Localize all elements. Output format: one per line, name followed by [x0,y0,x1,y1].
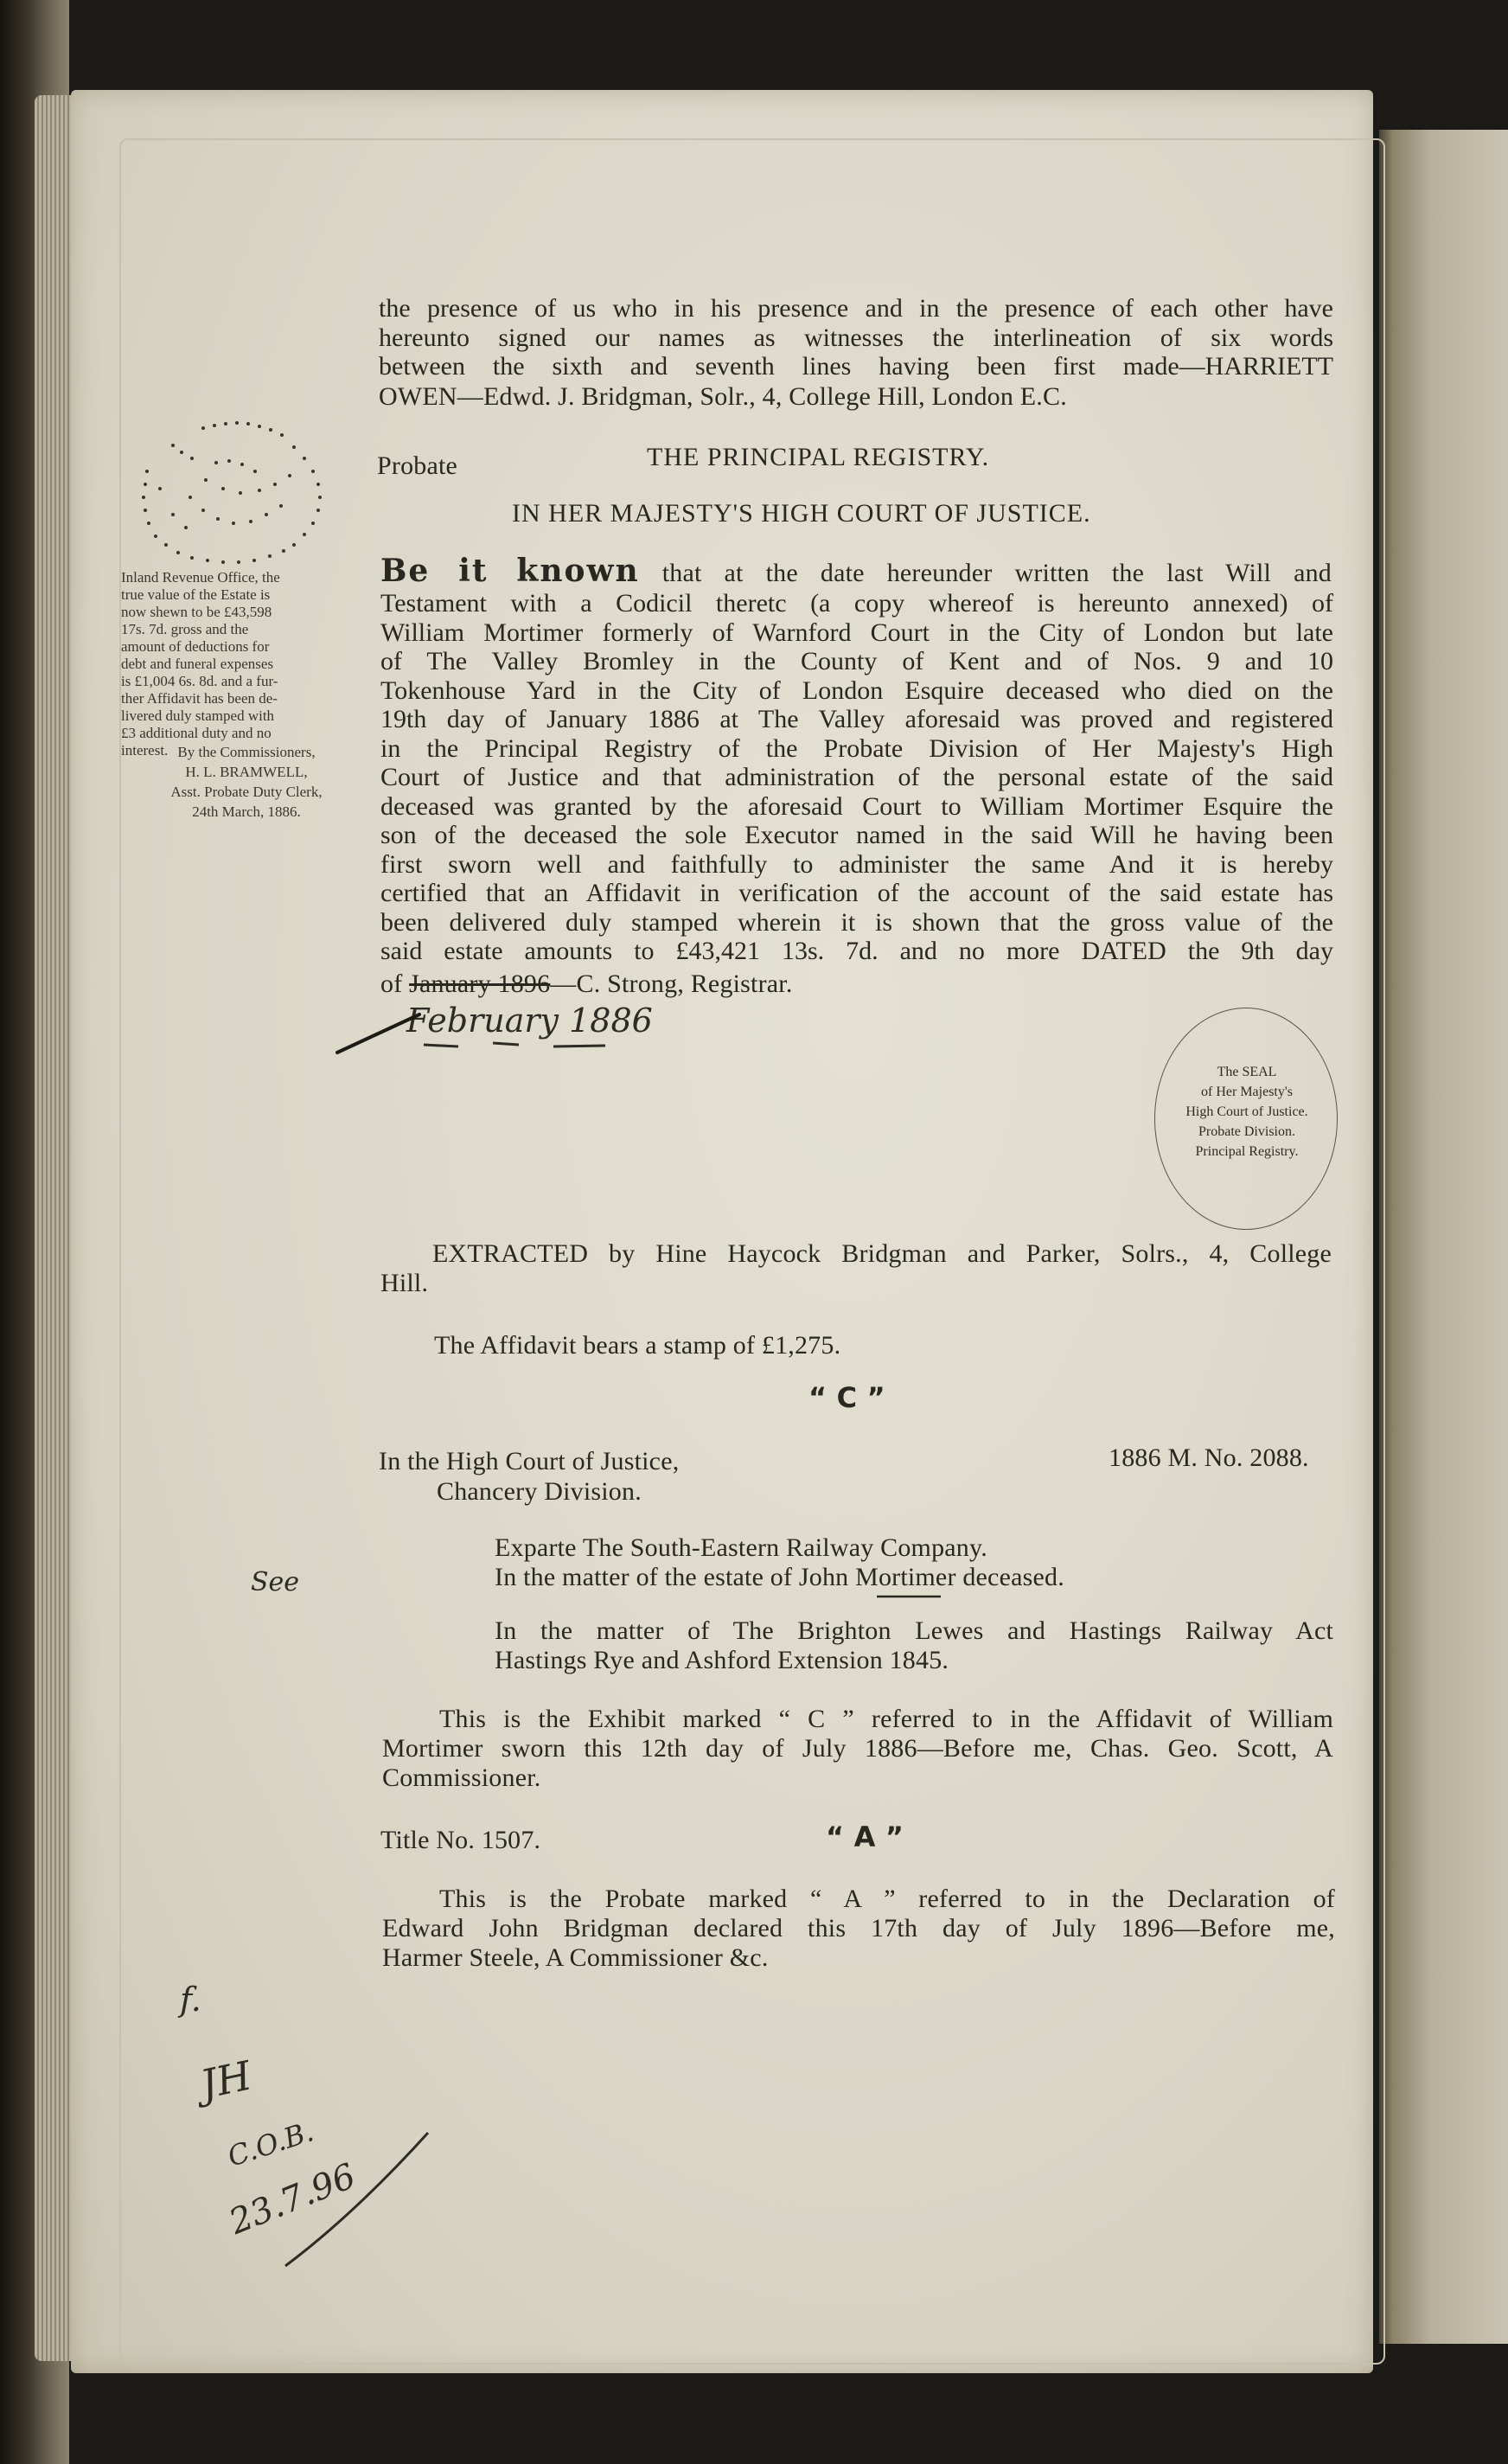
handwritten-date: February 1886 [406,1002,653,1040]
margin-note-line: amount of deductions for [121,638,270,655]
probate-label: Probate [377,451,458,480]
exhibit-a-line-end: Harmer Steele, A Commissioner &c. [382,1943,769,1972]
handwritten-date-initials: 23.7.96 [223,2156,361,2243]
perforated-stamp-icon [121,411,380,575]
probate-line: Court of Justice and that administration of the personal estate of the said [380,763,1333,791]
witness-paragraph [379,294,1333,381]
pen-stroke-icon [277,2128,432,2275]
probate-line: Tokenhouse Yard in the City of London Esquire deceased who died on the [380,675,1333,705]
exhibit-c-mark: “ C ” [808,1381,885,1414]
probate-line: certified that an Affidavit in verification of the account of the said estate has [380,879,1333,907]
estate-matter-line: In the matter of the estate of John Mortimer deceased. [495,1563,1064,1591]
margin-note-line: debt and funeral expenses [121,656,274,672]
probate-line: that at the date hereunder written the last Will and [661,559,1332,587]
case-number: 1886 M. No. 2088. [1109,1443,1309,1472]
probate-paragraph [380,589,1333,966]
probate-line: 19th day of January 1886 at The Valley aforesaid was proved and registered [380,705,1333,733]
witness-line: hereunto signed our names as witnesses the interlineation of six words [379,323,1333,352]
exhibit-c-line: This is the Exhibit marked “ C ” referred to in the Affidavit of William [439,1705,1333,1733]
probate-line: in the Principal Registry of the Probate Division of Her Majesty's High [380,733,1333,763]
exhibit-c-line-end: Commissioner. [382,1763,541,1792]
probate-line: been delivered duly stamped wherein it is shown that the gross value of the [380,907,1333,937]
checkmark-icon [333,1008,424,1059]
court-title: IN HER MAJESTY'S HIGH COURT OF JUSTICE. [512,499,1091,528]
railway-matter-line: In the matter of The Brighton Lewes and Hastings Railway Act [495,1616,1333,1645]
probate-line: first sworn well and faithfully to administer the same And it is hereby [380,849,1333,879]
probate-line: Testament with a Codicil theretc (a copy whereof is hereunto annexed) of [380,589,1333,618]
commissioners-line: H. L. BRAMWELL, [185,764,308,780]
witness-line-last: OWEN—Edwd. J. Bridgman, Solr., 4, College Hill, London E.C. [379,382,1067,411]
revenue-margin-note [121,569,372,759]
seal-line: The SEAL [1217,1065,1277,1079]
title-number: Title No. 1507. [380,1826,541,1854]
commissioners-line: Asst. Probate Duty Clerk, [170,784,323,800]
commissioners-line: By the Commissioners, [177,744,316,760]
margin-note-line: ther Affidavit has been de- [121,690,278,707]
court-line: In the High Court of Justice, [379,1447,680,1475]
dated-prefix: of [380,970,403,998]
dated-line [380,970,793,998]
exparte-line: Exparte The South-Eastern Railway Company. [495,1533,987,1562]
probate-line: said estate amounts to £43,421 13s. 7d. and no more DATED the 9th day [380,937,1333,965]
division-line: Chancery Division. [437,1477,642,1506]
probate-line: deceased was granted by the aforesaid Court to William Mortimer Esquire the [380,791,1333,821]
registrar-signature: —C. Strong, Registrar. [550,970,793,998]
john-underline-icon [875,1593,942,1600]
be-it-known-heading: Be it known [380,553,640,589]
handwritten-initials: C.O.B. [223,2115,318,2173]
registry-title: THE PRINCIPAL REGISTRY. [647,443,990,471]
margin-note-line: livered duly stamped with [121,707,275,724]
exhibit-c-line: Mortimer sworn this 12th day of July 1886—Before me, Chas. Geo. Scott, A [382,1734,1333,1763]
probate-line: of The Valley Bromley in the County of Kent and of Nos. 9 and 10 [380,647,1333,675]
margin-note-line: £3 additional duty and no [121,725,272,741]
margin-note-line: true value of the Estate is [121,586,271,603]
exhibit-a-line: This is the Probate marked “ A ” referred to in the Declaration of [439,1885,1335,1913]
railway-matter-line-end: Hastings Rye and Ashford Extension 1845. [495,1646,949,1674]
witness-line: the presence of us who in his presence and in the presence of each other have [379,294,1333,323]
probate-line: William Mortimer formerly of Warnford Court in the City of London but late [380,618,1333,647]
seal-line: Principal Registry. [1195,1144,1299,1159]
extracted-line: EXTRACTED by Hine Haycock Bridgman and Parker, Solrs., 4, College [432,1239,1332,1268]
seal-text [1140,1062,1354,1162]
be-it-known-line [380,553,1332,589]
struck-date: January 1896 [409,970,551,998]
extracted-line-end: Hill. [380,1269,429,1297]
seal-line: of Her Majesty's [1201,1085,1293,1099]
margin-note-line: interest. [121,742,169,758]
handwritten-mark: f. [180,1981,201,2019]
handwritten-initials: JH [196,2051,256,2109]
commissioners-signature [121,742,372,822]
handwritten-see: See [251,1567,300,1597]
seal-line: High Court of Justice. [1185,1104,1308,1119]
seal-line: Probate Division. [1198,1124,1295,1139]
adjacent-page-edge [1379,130,1508,2344]
probate-line: son of the deceased the sole Executor named in the said Will he having been [380,821,1333,849]
underline-strokes-icon [406,1038,614,1055]
margin-note-line: now shewn to be £43,598 [121,604,272,620]
commissioners-line: 24th March, 1886. [192,803,301,820]
affidavit-stamp: The Affidavit bears a stamp of £1,275. [434,1331,841,1360]
margin-note-line: 17s. 7d. gross and the [121,621,249,637]
exhibit-a-mark: “ A ” [826,1821,904,1853]
margin-note-line: is £1,004 6s. 8d. and a fur- [121,673,278,689]
margin-note-line: Inland Revenue Office, the [121,569,280,586]
exhibit-a-line: Edward John Bridgman declared this 17th day of July 1896—Before me, [382,1914,1335,1942]
witness-line: between the sixth and seventh lines having been first made—HARRIETT [379,352,1333,381]
